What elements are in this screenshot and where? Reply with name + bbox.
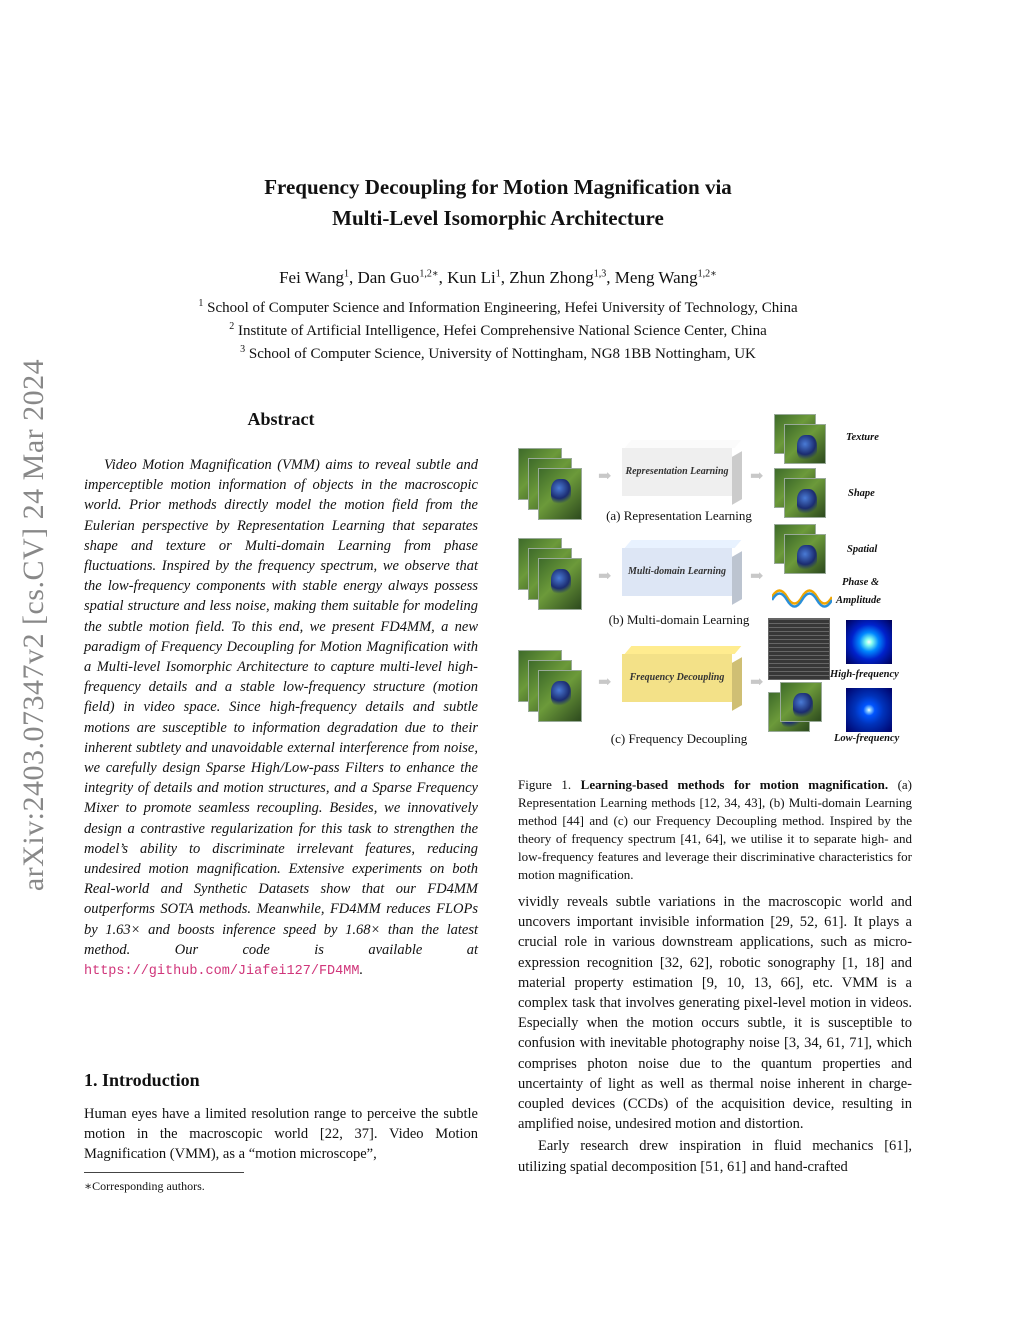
arrow-right-icon: ➡ xyxy=(750,568,764,585)
box-top xyxy=(625,646,742,654)
footnote-rule xyxy=(84,1172,244,1173)
box-side xyxy=(732,551,742,605)
footnote: ∗Corresponding authors. xyxy=(84,1179,205,1193)
author: Dan Guo$^{1,2∗}$ xyxy=(357,268,439,287)
body-paragraph-1: vividly reveals subtle variations in the macroscopic world and uncovers important invisible information [29, 52, 61]. It plays a crucial role in various downstream applications, such as micro-expression recognition [32, 62], robotic sonography [1, 18] and material property estimation [9, 10, 13, 66], etc. VMM is a complex task that involves generating pixel-level motion in videos. Especially when the motion occurs subtle, it is susceptible to confusion with inevitable photography noise [3, 34, 61, 71], which comprises photon noise due to the quantum properties and uncertainty of light as well as thermal noise inherent in charge-coupled devices (CCDs) of the acquisition device, resulting in amplified noise, undesired motion and distortion. xyxy=(518,894,912,1133)
figure-label-a: (a) Representation Learning xyxy=(606,508,752,523)
tag-shape: Shape xyxy=(848,488,875,499)
caption-text: (a) Representation Learning methods [12, 34, 43], (b) Multi-domain Learning method [44] and (c) our Frequency Decoupling method. Inspired by the theory of frequency spectrum [41, 64], we utilise it to separate high- and low-frequency features and leverage their discriminative characteristics for motion magnification. xyxy=(518,777,913,882)
box-side xyxy=(732,657,742,711)
box-top xyxy=(625,440,742,448)
body-paragraph-2: Early research drew inspiration in fluid mechanics [61], utilizing spatial decomposition [51, 61] and hand-crafted xyxy=(518,1138,912,1175)
arrow-right-icon: ➡ xyxy=(598,674,612,691)
author: Fei Wang$^1$ xyxy=(279,268,349,287)
arxiv-id: arXiv:2403.07347v2 [cs.CV] 24 Mar 2024 xyxy=(17,358,50,892)
tag-low-frequency: Low-frequency xyxy=(834,733,900,744)
input-video-frame xyxy=(538,670,582,722)
box-label: Representation Learning xyxy=(625,466,729,477)
author: Meng Wang$^{1,2∗}$ xyxy=(614,268,717,287)
figure-label-b: (b) Multi-domain Learning xyxy=(608,612,750,627)
multi-domain-learning-box xyxy=(622,548,732,596)
phase-wave-icon xyxy=(772,584,832,610)
title-line-2: Multi-Level Isomorphic Architecture xyxy=(332,206,664,230)
caption-title: Learning-based methods for motion magnification. xyxy=(580,777,889,792)
tag-amplitude: Amplitude xyxy=(836,595,881,606)
low-frequency-output-frame xyxy=(780,682,822,722)
box-side xyxy=(732,451,742,505)
tag-high-frequency: High-frequency xyxy=(830,669,899,680)
affiliation-1: $^1$ School of Computer Science and Information Engineering, Hefei University of Technology, China xyxy=(198,298,798,316)
title-line-1: Frequency Decoupling for Motion Magnification via xyxy=(264,175,732,199)
body-column-right xyxy=(518,892,912,1177)
author-list: Fei Wang$^1$, Dan Guo$^{1,2∗}$, Kun Li$^1$, Zhun Zhong$^{1,3}$, Meng Wang$^{1,2∗}$ xyxy=(279,268,717,287)
input-video-frame xyxy=(538,468,582,520)
figure-caption xyxy=(518,776,912,884)
texture-output-frame xyxy=(784,424,826,464)
representation-learning-box xyxy=(622,448,732,496)
low-frequency-spectrum xyxy=(846,688,892,732)
frequency-decoupling-box xyxy=(622,654,732,702)
affiliation-2: $^2$ Institute of Artificial Intelligence, Hefei Comprehensive National Science Center, China xyxy=(229,321,767,339)
paper-title xyxy=(0,172,996,234)
shape-output-frame xyxy=(784,478,826,518)
arrow-right-icon: ➡ xyxy=(750,674,764,691)
tag-spatial: Spatial xyxy=(847,544,878,555)
affiliation-3: $^3$ School of Computer Science, University of Nottingham, NG8 1BB Nottingham, UK xyxy=(240,344,756,362)
abstract-heading: Abstract xyxy=(247,409,315,429)
author: Kun Li$^1$ xyxy=(447,268,501,287)
tag-phase: Phase & xyxy=(842,577,880,588)
input-video-frame xyxy=(538,558,582,610)
box-label: Multi-domain Learning xyxy=(627,566,727,577)
abstract-body: Video Motion Magnification (VMM) aims to reveal subtle and imperceptible motion information of objects in the macroscopic world. Prior methods directly model the motion field from the Eulerian perspective by Representation Learning that separates shape and texture or Multi-domain Learning from phase fluctuations. Inspired by the frequency spectrum, we observe that the low-frequency components with stable energy always possess spatial structure and less noise, making them suitable for modeling the subtle motion field. To this end, we present FD4MM, a new paradigm of Frequency Decoupling for Motion Magnification with a Multi-level Isomorphic Architecture to capture multi-level high-frequency details and a stable low-frequency structure (motion field) in video space. Since high-frequency details and subtle motions are susceptible to information degradation due to their inherent subtlety and unavoidable external interference from noise, we carefully design Sparse High/Low-pass Filters to enhance the integrity of details and motion structures, and a Sparse Frequency Mixer to promote seamless recoupling. Besides, we innovatively design a contrastive regularization for this task to strengthen the model’s ability to discriminate irrelevant features, reducing undesired motion magnification. Extensive experiments on both Real-world and Synthetic Datasets show that our FD4MM outperforms SOTA methods. Meanwhile, FD4MM reduces FLOPs by 1.63× and boosts inference speed by 1.68× than the latest method. Our code is available at https://github.com/Jiafei127/FD4MM. xyxy=(84,457,478,980)
figure-label-c: (c) Frequency Decoupling xyxy=(610,731,748,746)
intro-paragraph: Human eyes have a limited resolution range to perceive the subtle motion in the macroscopic world [22, 37]. Video Motion Magnification (VMM), as a “motion microscope”, xyxy=(84,1106,478,1163)
box-top xyxy=(625,540,742,548)
spatial-output-frame xyxy=(784,534,826,574)
figure-1 xyxy=(514,406,914,751)
author: Zhun Zhong$^{1,3}$ xyxy=(509,268,607,287)
arrow-right-icon: ➡ xyxy=(598,468,612,485)
caption-label: Figure 1. xyxy=(518,777,572,792)
section-heading-introduction: 1. Introduction xyxy=(84,1070,200,1090)
arrow-right-icon: ➡ xyxy=(750,468,764,485)
high-frequency-spectrum xyxy=(846,620,892,664)
box-label: Frequency Decoupling xyxy=(629,672,725,683)
high-frequency-feature-map xyxy=(768,618,830,680)
arrow-right-icon: ➡ xyxy=(598,568,612,585)
code-link[interactable]: https://github.com/Jiafei127/FD4MM xyxy=(84,964,360,980)
tag-texture: Texture xyxy=(846,432,879,443)
